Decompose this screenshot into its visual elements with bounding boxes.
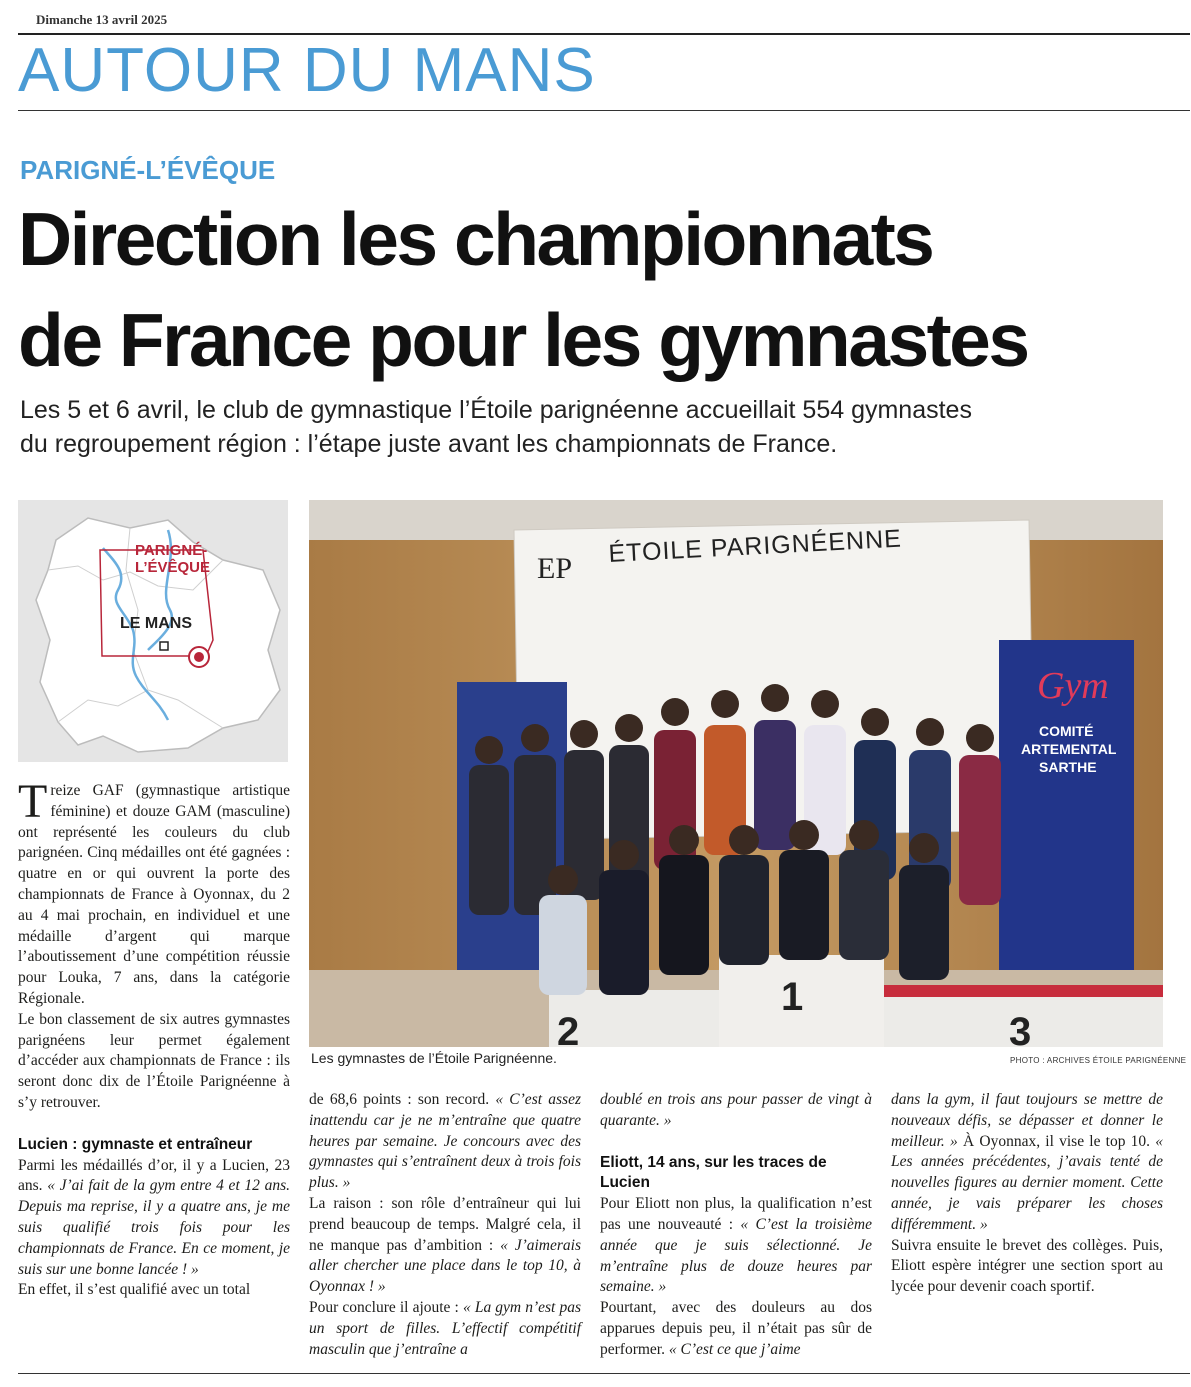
podium-label-1: 1: [781, 975, 804, 1019]
paragraph-intro: [18, 775, 290, 1010]
eliott-quote: « C’est la troisième année que je suis sélectionné. Je m’entraîne plus de douze heures par semaine. »: [600, 1215, 873, 1296]
map-label-town-1: PARIGNÉ-: [135, 542, 208, 559]
conclusion-quote: « La gym n’est pas un sport de filles. L’effectif compétitif masculin que j’entraîne a: [309, 1298, 581, 1358]
subhead-lucien: Lucien : gymnaste et entraîneur: [18, 1135, 253, 1153]
record-text: de 68,6 points : son record.: [309, 1091, 496, 1108]
le-mans-marker: [160, 642, 168, 650]
paragraph-total: En effet, il s’est qualifié avec un total: [18, 1281, 251, 1299]
banner-logo: EP: [537, 552, 573, 585]
paragraph-lucien: [18, 1156, 290, 1281]
rollup-line-1: COMITÉ: [1039, 723, 1094, 739]
top-rule: [18, 33, 1190, 35]
photo-credit: PHOTO : ARCHIVES ÉTOILE PARIGNÉENNE: [1010, 1056, 1187, 1065]
article-kicker: PARIGNÉ-L’ÉVÊQUE: [20, 155, 276, 185]
header-rule: [18, 110, 1190, 111]
paragraph-conclusion: [309, 1298, 581, 1360]
effectif-quote: doublé en trois ans pour passer de vingt à quarante. »: [600, 1091, 872, 1129]
section-title: AUTOUR DU MANS: [18, 36, 596, 105]
defis-text: À Oyonnax, il vise le top 10.: [957, 1132, 1156, 1150]
deck-line-2: du regroupement région : l’étape juste avant les championnats de France.: [20, 430, 838, 458]
conclusion-text: Pour conclure il ajoute :: [309, 1298, 463, 1316]
rollup-brand: Gym: [1037, 665, 1109, 707]
paragraph-eliott: [600, 1194, 872, 1298]
annees-quote: « Les années précédentes, j’avais tenté de nouvelles figures au dernier moment. Cette année, je vais préparer les choses différemment. »: [891, 1132, 1164, 1233]
paragraph-avenir: Suivra ensuite le brevet des collèges. Puis, Eliott espère intégrer une section sport au lycée pour devenir coach sportif.: [891, 1236, 1163, 1296]
rollup-line-3: SARTHE: [1039, 759, 1097, 775]
subhead-eliott: Eliott, 14 ans, sur les traces de Lucien: [600, 1153, 827, 1192]
paragraph-classement: Le bon classement de six autres gymnastes parignéens leur permet également d’accéder aux championnats de France : ils seront donc dix de l’Étoile Parignéenne à s’y retrouver.: [18, 1010, 290, 1111]
locator-map: [18, 500, 288, 762]
dropcap: T: [18, 775, 48, 828]
paragraph-effectif: [600, 1090, 872, 1132]
deck-line-1: Les 5 et 6 avril, le club de gymnastique l’Étoile parignéenne accueillait 554 gymnastes: [20, 396, 972, 424]
defis-quote: dans la gym, il faut toujours se mettre de nouveaux défis, se dépasser et donner le meilleur. »: [891, 1091, 1163, 1150]
bottom-rule: [18, 1373, 1190, 1374]
body-column-3: [600, 1090, 872, 1361]
map-label-city: LE MANS: [120, 615, 192, 632]
headline-line-2: de France pour les gymnastes: [18, 298, 1028, 382]
douleurs-quote: « C’est ce que j’aime: [668, 1340, 801, 1358]
douleurs-text: Pourtant, avec des douleurs au dos apparues depuis peu, il n’était pas sûr de performer.: [600, 1299, 872, 1358]
record-quote: « C’est assez inattendu car je ne m’entraîne que quatre heures par semaine. Je concours avec des gymnastes qui s’entraînent deux à trois fois plus. »: [309, 1091, 581, 1192]
lucien-quote: « J’ai fait de la gym entre 4 et 12 ans. Depuis ma reprise, il y a quatre ans, je me suis qualifié trois fois pour les championnats de France. En ce moment, je suis sur une bonne lancée ! »: [18, 1177, 290, 1278]
lucien-text: Parmi les médaillés d’or, il y a Lucien, 23 ans.: [18, 1156, 290, 1195]
team-photo: [309, 500, 1163, 1047]
headline-line-1: Direction les championnats: [18, 197, 933, 281]
paragraph-defis: [891, 1090, 1163, 1236]
issue-date: Dimanche 13 avril 2025: [36, 12, 168, 27]
photo-illustration: [309, 500, 1163, 1047]
map-label-town-2: L’ÉVÊQUE: [135, 559, 211, 576]
photo-caption: Les gymnastes de l’Étoile Parignéenne.: [311, 1050, 557, 1066]
town-marker-dot: [194, 652, 204, 662]
body-column-4: [891, 1090, 1163, 1298]
paragraph-record: [309, 1090, 581, 1194]
banner-text: ÉTOILE PARIGNÉENNE: [607, 524, 903, 568]
ambition-quote: « J’aimerais aller chercher une place dans le top 10, à Oyonnax ! »: [309, 1236, 581, 1296]
eliott-text: Pour Eliott non plus, la qualification n’est pas une nouveauté :: [600, 1195, 872, 1233]
paragraph-ambition: [309, 1194, 581, 1298]
intro-text: reize GAF (gymnastique artistique féminine) et douze GAM (masculine) ont représenté les couleurs du club parignéen. Cinq médailles ont été gagnées : quatre en or qui ouvrent la porte des championnats de France à Oyonnax, du 2 au 4 mai prochain, en individuel et une médaille d’argent qui marque l’aboutissement d’une compétition réussie pour Louka, 7 ans, dans la catégorie Régionale.: [18, 782, 290, 1007]
podium-label-2: 2: [557, 1010, 580, 1047]
podium-label-3: 3: [1009, 1010, 1032, 1047]
body-column-2: [309, 1090, 581, 1360]
ambition-text: La raison : son rôle d’entraîneur qui lui prend beaucoup de temps. Malgré cela, il ne manque pas d’ambition :: [309, 1194, 581, 1254]
rollup-line-2: ARTEMENTAL: [1021, 741, 1117, 757]
body-column-1: [18, 775, 290, 1301]
paragraph-douleurs: [600, 1298, 872, 1360]
podium-third-stripe: [884, 985, 1163, 997]
